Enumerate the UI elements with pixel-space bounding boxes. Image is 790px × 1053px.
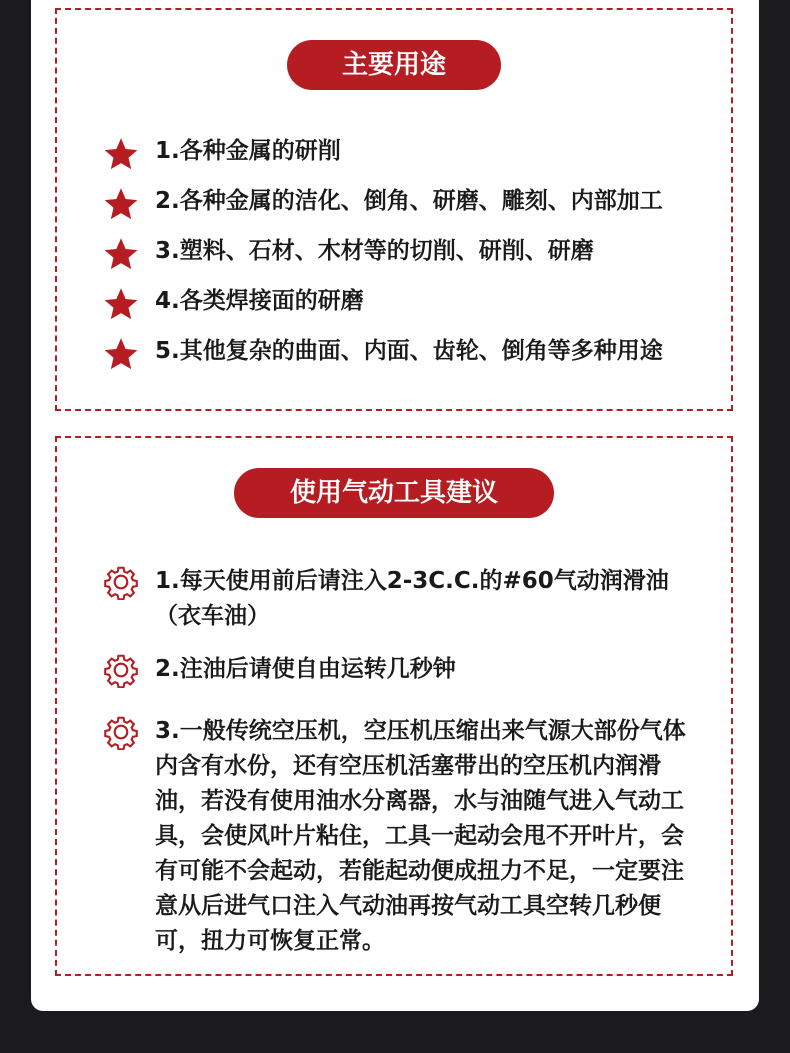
star-icon xyxy=(103,286,139,322)
advice-item-text: 3.一般传统空压机，空压机压缩出来气源大部份气体内含有水份，还有空压机活塞带出的空压机内润滑油，若没有使用油水分离器，水与油随气进入气动工具，会使风叶片粘住，工具一起动会甩不开叶片，会有可能不会起动，若能起动便成扭力不足，一定要注意从后进气口注入气动油再按气动工具空转几秒便可，扭力可恢复正常。 xyxy=(155,718,686,954)
usage-section xyxy=(55,8,733,411)
gear-icon xyxy=(103,564,139,600)
usage-item-text: 5.其他复杂的曲面、内面、齿轮、倒角等多种用途 xyxy=(155,338,663,364)
advice-item-text: 1.每天使用前后请注入2-3C.C.的#60气动润滑油（衣车油） xyxy=(155,568,669,629)
star-icon xyxy=(103,236,139,272)
advice-item-text: 2.注油后请使自由运转几秒钟 xyxy=(155,656,456,682)
star-icon xyxy=(103,336,139,372)
advice-section-title: 使用气动工具建议 xyxy=(234,468,554,518)
star-icon xyxy=(103,136,139,172)
usage-section-title: 主要用途 xyxy=(287,40,501,90)
advice-section xyxy=(55,436,733,976)
usage-item-text: 1.各种金属的研削 xyxy=(155,138,341,164)
usage-item-text: 3.塑料、石材、木材等的切削、研削、研磨 xyxy=(155,238,594,264)
gear-icon xyxy=(103,652,139,688)
usage-item-text: 2.各种金属的洁化、倒角、研磨、雕刻、内部加工 xyxy=(155,188,663,214)
usage-item-text: 4.各类焊接面的研磨 xyxy=(155,288,364,314)
content-card xyxy=(31,0,759,1011)
gear-icon xyxy=(103,714,139,750)
star-icon xyxy=(103,186,139,222)
